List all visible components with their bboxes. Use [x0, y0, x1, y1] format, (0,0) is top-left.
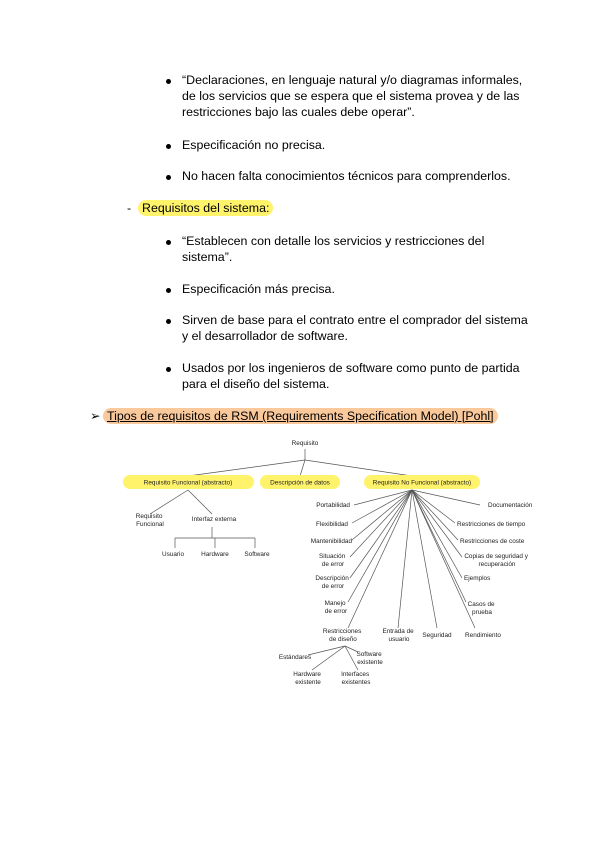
node-line: Casos de — [467, 601, 495, 608]
node-usuario: Usuario — [161, 551, 185, 558]
node-line: de error — [321, 583, 345, 590]
node-requisito: Requisito — [291, 440, 319, 447]
list-item-line: restricciones bajo las cuales debe operar”. — [182, 105, 415, 119]
section-heading-system — [138, 200, 273, 216]
node-documentacion — [488, 502, 533, 509]
node-interfaz-externa: Interfaz externa — [191, 516, 237, 523]
node-seguridad — [422, 632, 452, 639]
node-rendimiento — [465, 632, 501, 639]
node-line: existente — [295, 679, 321, 686]
node-descripcion-datos: Descripción de datos — [270, 479, 330, 487]
list-item-line: Especificación más precisa. — [182, 282, 335, 296]
node-line: usuario — [388, 636, 410, 643]
rsm-heading — [103, 408, 498, 424]
bullet-dot — [166, 144, 171, 149]
node-software-existente — [356, 651, 383, 666]
list-item-line: “Declaraciones, en lenguaje natural y/o diagramas informales, — [182, 73, 523, 87]
arrow-marker-icon: ➢ — [90, 409, 101, 423]
section-dash: - — [127, 201, 132, 215]
node-situacion-error — [319, 553, 347, 568]
list-item-line: y el desarrollador de software. — [182, 329, 348, 343]
list-item-line: de los servicios que se espera que el sistema provea y de las — [182, 89, 520, 103]
node-line: Restricciones de tiempo — [457, 521, 526, 528]
node-line: Software — [356, 651, 382, 658]
list-item-line: sistema”. — [182, 250, 233, 264]
node-ejemplos — [464, 575, 490, 582]
list-item-line: para el diseño del sistema. — [182, 377, 330, 391]
node-manejo-error — [325, 600, 348, 615]
node-line: Restricciones — [322, 628, 362, 635]
node-restricciones-diseno — [323, 628, 363, 643]
node-line: de error — [321, 561, 345, 568]
node-line: Entrada de — [382, 628, 414, 635]
highlighted-heading: Tipos de requisitos de RSM (Requirements Specification Model) [Pohl] — [103, 408, 498, 424]
list-item-line: No hacen falta conocimientos técnicos para comprenderlos. — [182, 169, 511, 183]
list-item — [182, 168, 511, 184]
node-descripcion-error — [315, 575, 350, 590]
node-casos-prueba — [468, 601, 497, 616]
node-line: Portabilidad — [316, 502, 350, 509]
bullet-dot — [166, 175, 171, 180]
list-item — [182, 312, 528, 344]
bullet-dot — [166, 240, 171, 245]
node-line: Requisito — [135, 513, 163, 520]
node-line: Rendimiento — [465, 632, 501, 639]
list-item — [182, 281, 335, 297]
node-line: Manejo — [324, 600, 346, 607]
node-line: Funcional — [136, 521, 164, 528]
node-entrada-usuario — [382, 628, 415, 643]
node-restricciones-tiempo — [457, 521, 526, 528]
node-requisito-funcional — [136, 513, 164, 528]
list-item-line: Sirven de base para el contrato entre el comprador del sistema — [182, 313, 528, 327]
node-flexibilidad — [316, 521, 348, 528]
node-line: Interfaces — [341, 671, 370, 678]
node-line: existentes — [341, 679, 371, 686]
list-item-line: Usados por los ingenieros de software como punto de partida — [182, 361, 520, 375]
bullet-dot — [166, 367, 171, 372]
node-mantenibilidad — [311, 538, 353, 545]
node-line: Mantenibilidad — [310, 538, 352, 545]
list-item-line: Especificación no precisa. — [182, 138, 326, 152]
list-item — [182, 137, 325, 153]
node-line: Copias de seguridad y — [464, 553, 528, 560]
node-line: Seguridad — [422, 632, 452, 639]
bullet-dot — [166, 79, 171, 84]
node-line: prueba — [472, 609, 492, 616]
node-hardware: Hardware — [201, 551, 229, 558]
node-line: Situación — [318, 553, 346, 560]
node-copias-seguridad — [464, 553, 529, 568]
node-line: Hardware — [293, 671, 321, 678]
node-estandares: Estándares — [278, 654, 312, 661]
bullet-dot — [166, 288, 171, 293]
node-software: Software — [244, 551, 270, 558]
list-item — [182, 233, 484, 265]
node-requisito-no-funcional-abstracto: Requisito No Funcional (abstracto) — [372, 479, 472, 487]
highlighted-label: Requisitos del sistema: — [138, 200, 273, 216]
node-requisito-funcional-abstracto: Requisito Funcional (abstracto) — [143, 479, 233, 487]
node-interfaces-existentes — [341, 671, 371, 686]
node-line: Restricciones de coste — [460, 538, 525, 545]
node-line: existente — [357, 659, 383, 666]
node-line: recuperación — [478, 561, 516, 568]
node-line: de error — [324, 608, 348, 615]
node-restricciones-coste — [460, 538, 525, 545]
node-hardware-existente — [293, 671, 323, 686]
list-item — [182, 360, 520, 392]
requirements-tree-diagram — [0, 430, 600, 700]
node-line: Documentación — [488, 502, 533, 509]
node-line: Flexibilidad — [316, 521, 348, 528]
list-item-line: “Establecen con detalle los servicios y restricciones del — [182, 234, 485, 248]
node-portabilidad — [316, 502, 350, 509]
node-line: Descripción — [315, 575, 349, 582]
node-line: Ejemplos — [464, 575, 491, 582]
bullet-dot — [166, 319, 171, 324]
list-item — [182, 72, 522, 120]
node-line: de diseño — [329, 636, 357, 643]
